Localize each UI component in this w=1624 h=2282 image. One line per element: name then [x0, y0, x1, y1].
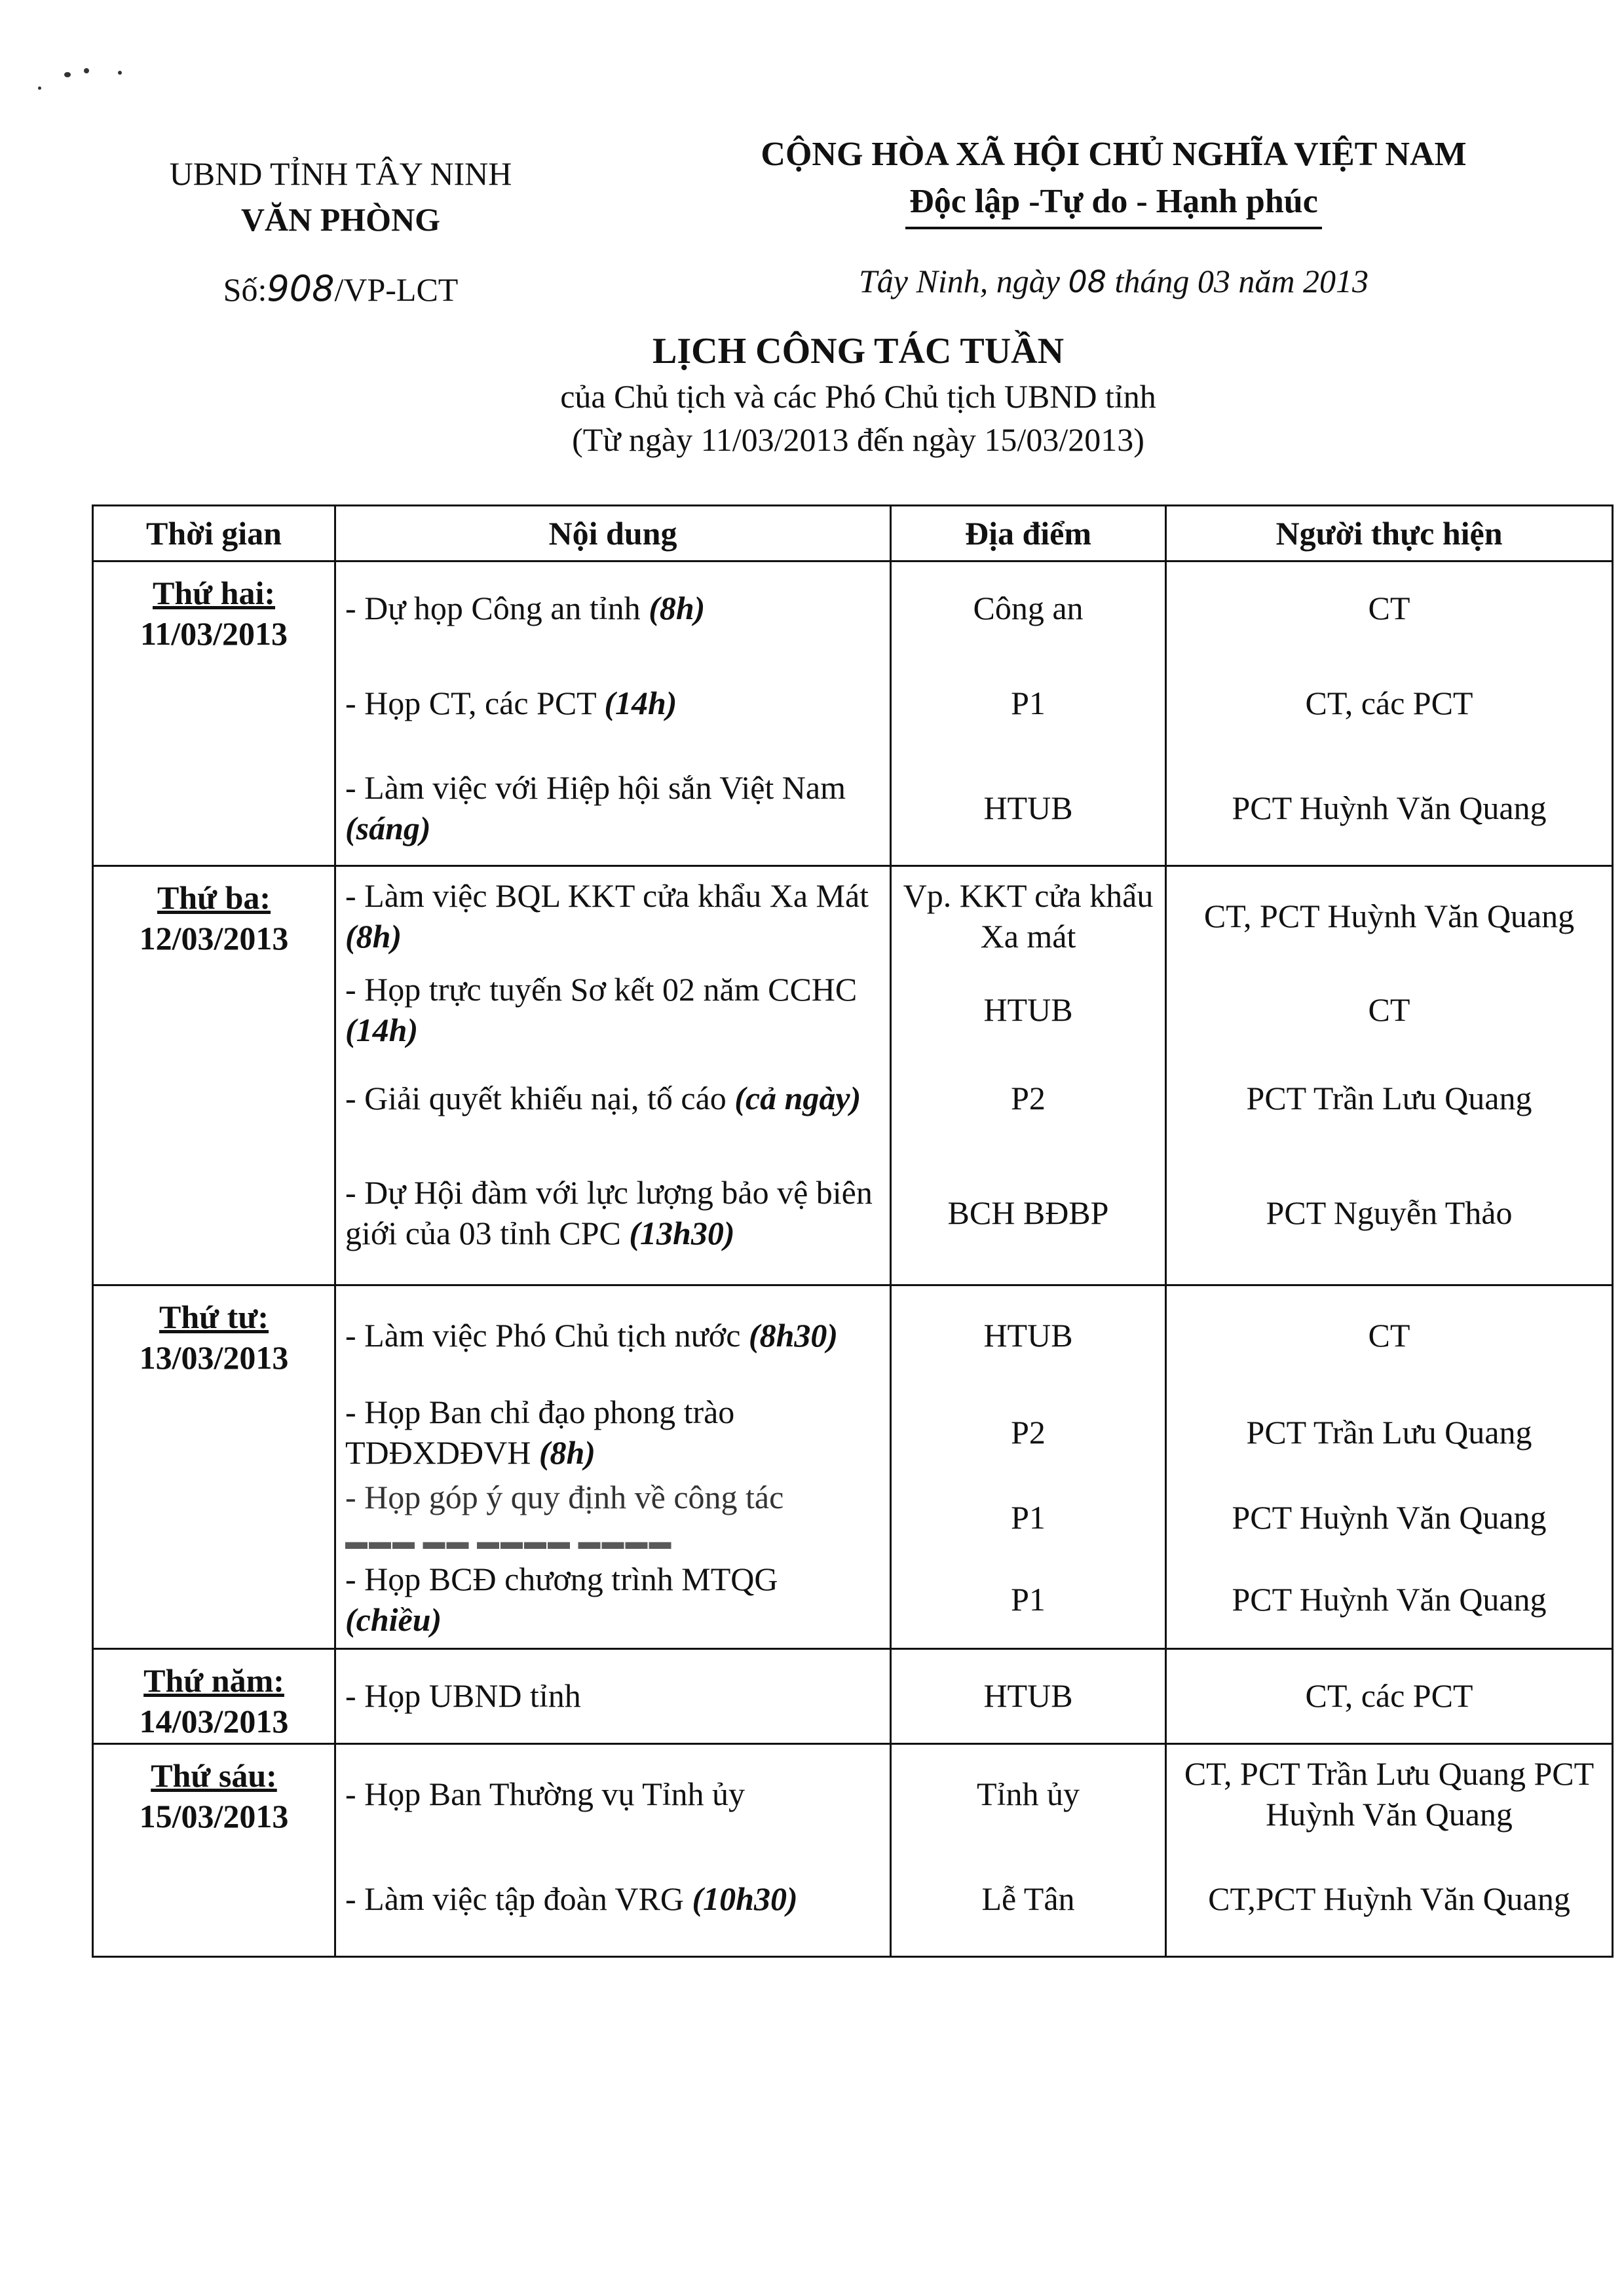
day-cell	[93, 866, 335, 1285]
entry-people: PCT Trần Lưu Quang	[1246, 1079, 1532, 1116]
entry-people: CT	[1368, 1317, 1410, 1354]
motto: Độc lập -Tự do - Hạnh phúc	[905, 178, 1322, 229]
scan-speck	[118, 71, 122, 75]
entry-location: Vp. KKT cửa khẩu Xa mát	[903, 877, 1154, 955]
entry-people: CT,PCT Huỳnh Văn Quang	[1208, 1880, 1570, 1917]
header-row	[93, 506, 1613, 561]
people-cell	[1166, 1285, 1613, 1649]
agency-name: UBND TỈNH TÂY NINH	[169, 155, 512, 192]
entry-location: Tỉnh ủy	[977, 1776, 1080, 1812]
entry-content	[336, 562, 890, 654]
entry-content	[336, 1142, 890, 1283]
content-cell	[335, 1744, 891, 1957]
entry-content	[336, 1384, 890, 1479]
entry-location: HTUB	[983, 1677, 1073, 1714]
place-prefix: Tây Ninh, ngày	[859, 263, 1060, 299]
right-header	[655, 131, 1572, 305]
location-cell	[891, 1285, 1166, 1649]
entry-location: Công an	[973, 590, 1084, 626]
day-handwritten: 08	[1068, 264, 1106, 299]
entry-location: P1	[1011, 685, 1046, 721]
location-cell	[891, 1649, 1166, 1744]
day-cell	[93, 1649, 335, 1744]
people-cell	[1166, 1649, 1613, 1744]
entry-location: HTUB	[983, 991, 1073, 1028]
people-cell	[1166, 866, 1613, 1285]
entry-time: (8h)	[345, 918, 402, 955]
day-name: Thứ sáu:	[151, 1757, 277, 1794]
day-date: 14/03/2013	[139, 1703, 289, 1740]
entry-location: HTUB	[983, 789, 1073, 826]
document-title: LỊCH CÔNG TÁC TUẦN	[652, 331, 1065, 371]
day-name: Thứ tư:	[159, 1299, 269, 1335]
entry-content	[336, 1286, 890, 1384]
entry-content	[336, 965, 890, 1054]
entry-people: CT, các PCT	[1305, 1677, 1473, 1714]
entry-location: HTUB	[983, 1317, 1073, 1354]
day-date: 12/03/2013	[139, 920, 289, 957]
day-date: 13/03/2013	[139, 1339, 289, 1376]
day-row	[93, 561, 1613, 866]
doc-suffix: /VP-LCT	[334, 271, 459, 308]
entry-text: - Họp Ban chỉ đạo phong trào TDĐXDĐVH	[345, 1393, 735, 1471]
entry-people: CT	[1368, 590, 1410, 626]
entry-people: CT	[1368, 991, 1410, 1028]
location-cell	[891, 1744, 1166, 1957]
entry-text: - Làm việc Phó Chủ tịch nước	[345, 1317, 749, 1354]
entry-people: CT, các PCT	[1305, 685, 1473, 721]
entry-people: PCT Huỳnh Văn Quang	[1232, 1580, 1547, 1618]
day-date: 15/03/2013	[139, 1798, 289, 1835]
country-name: CỘNG HÒA XÃ HỘI CHỦ NGHĨA VIỆT NAM	[761, 136, 1467, 173]
entry-time: (8h)	[538, 1434, 595, 1471]
entry-location: Lễ Tân	[981, 1880, 1075, 1917]
column-header-content: Nội dung	[335, 506, 891, 561]
day-name: Thứ ba:	[157, 879, 271, 916]
date-range: (Từ ngày 11/03/2013 đến ngày 15/03/2013)	[572, 421, 1144, 458]
entry-text: - Làm việc tập đoàn VRG	[345, 1880, 692, 1917]
content-cell	[335, 1649, 891, 1744]
entry-content	[336, 752, 890, 864]
entry-time: (sáng)	[345, 810, 431, 846]
content-cell	[335, 1285, 891, 1649]
entry-text: - Họp CT, các PCT	[345, 685, 605, 721]
entry-content	[336, 1650, 890, 1741]
entry-text: - Họp BCĐ chương trình MTQG	[345, 1560, 778, 1597]
day-cell	[93, 1285, 335, 1649]
scan-speck	[64, 72, 71, 77]
entry-time: (cả ngày)	[734, 1079, 861, 1116]
day-cell	[93, 561, 335, 866]
entry-people: PCT Huỳnh Văn Quang	[1232, 1498, 1547, 1536]
column-header-time: Thời gian	[93, 506, 335, 561]
doc-prefix: Số:	[223, 271, 267, 308]
entry-location: P2	[1011, 1079, 1046, 1116]
entry-text: - Giải quyết khiếu nại, tố cáo	[345, 1079, 735, 1116]
entry-content	[336, 1479, 890, 1555]
smudged-text-line: ▬▬▬ ▬▬ ▬▬▬▬ ▬▬▬▬	[345, 1529, 673, 1554]
doc-number-handwritten: 908	[267, 268, 335, 309]
entry-people: CT, PCT Trần Lưu Quang PCT Huỳnh Văn Quang	[1184, 1755, 1595, 1833]
entry-content	[336, 1745, 890, 1843]
entry-text: - Làm việc với Hiệp hội sắn Việt Nam	[345, 769, 846, 806]
entry-text: - Dự Hội đàm với lực lượng bảo vệ biên giới của 03 tỉnh CPC	[345, 1173, 873, 1251]
location-cell	[891, 866, 1166, 1285]
entry-text: - Họp Ban Thường vụ Tỉnh ủy	[345, 1776, 746, 1812]
schedule-table	[92, 504, 1614, 1958]
entry-content	[336, 1054, 890, 1142]
entry-location: P2	[1011, 1413, 1046, 1451]
column-header-location: Địa điểm	[891, 506, 1166, 561]
column-header-people: Người thực hiện	[1166, 506, 1613, 561]
day-cell	[93, 1744, 335, 1957]
entry-location: P1	[1011, 1498, 1046, 1536]
day-row	[93, 1285, 1613, 1649]
entry-time: (8h30)	[748, 1317, 839, 1354]
scan-speck	[84, 68, 89, 73]
entry-time: (14h)	[345, 1011, 419, 1048]
scan-speck	[38, 86, 41, 90]
office-name: VĂN PHÒNG	[240, 201, 441, 238]
entry-content	[336, 654, 890, 752]
entry-time: (14h)	[604, 685, 677, 721]
people-cell	[1166, 1744, 1613, 1957]
left-header	[131, 151, 550, 313]
entry-location: P1	[1011, 1580, 1046, 1618]
entry-text: - Họp góp ý quy định về công tác	[345, 1478, 784, 1515]
day-row	[93, 866, 1613, 1285]
entry-time: (10h30)	[692, 1880, 798, 1917]
entry-text: - Dự họp Công an tỉnh	[345, 590, 649, 626]
day-name: Thứ năm:	[143, 1662, 284, 1699]
entry-content	[336, 867, 890, 965]
content-cell	[335, 866, 891, 1285]
document-number	[131, 266, 550, 313]
entry-text: - Họp trực tuyến Sơ kết 02 năm CCHC	[345, 970, 858, 1008]
entry-people: PCT Trần Lưu Quang	[1246, 1413, 1532, 1451]
day-row	[93, 1649, 1613, 1744]
entry-content	[336, 1555, 890, 1643]
entry-location: BCH BĐBP	[947, 1194, 1109, 1231]
location-cell	[891, 561, 1166, 866]
people-cell	[1166, 561, 1613, 866]
entry-time: (8h)	[649, 590, 706, 626]
entry-text: - Làm việc BQL KKT cửa khẩu Xa Mát	[345, 877, 869, 914]
place-suffix: tháng 03 năm 2013	[1114, 263, 1369, 299]
entry-content	[336, 1843, 890, 1954]
entry-time: (chiều)	[345, 1601, 442, 1638]
day-date: 11/03/2013	[140, 615, 288, 652]
day-name: Thứ hai:	[152, 575, 275, 611]
document-subtitle: của Chủ tịch và các Phó Chủ tịch UBND tỉnh	[560, 378, 1156, 415]
day-row	[93, 1744, 1613, 1957]
content-cell	[335, 561, 891, 866]
entry-time: (13h30)	[629, 1214, 735, 1251]
title-block	[367, 328, 1350, 461]
place-date	[655, 258, 1572, 305]
entry-people: PCT Huỳnh Văn Quang	[1232, 789, 1547, 826]
entry-people: CT, PCT Huỳnh Văn Quang	[1203, 898, 1575, 934]
entry-text: - Họp UBND tỉnh	[345, 1677, 581, 1714]
entry-people: PCT Nguyễn Thảo	[1266, 1194, 1513, 1231]
